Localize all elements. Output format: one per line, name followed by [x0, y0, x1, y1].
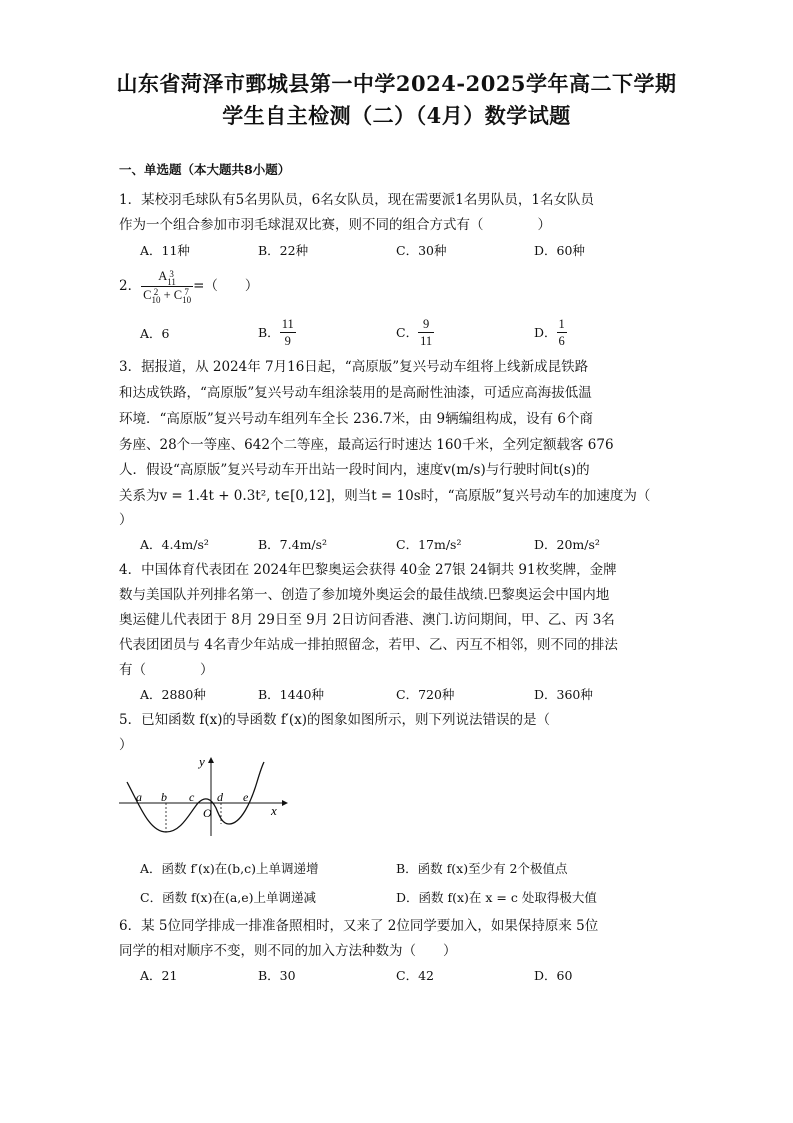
q6-option-a: A．21 — [140, 968, 178, 983]
q4-text-line1: 4．中国体育代表团在 2024年巴黎奥运会获得 40金 27银 24铜共 91枚奖牌，金牌 — [119, 562, 617, 578]
exam-title-line1: 山东省菏泽市鄄城县第一中学2024-2025学年高二下学期 — [116, 71, 677, 96]
q4-option-d: D．360种 — [534, 687, 593, 702]
q5-option-c: C．函数 f(x)在(a,e)上单调递减 — [140, 890, 317, 905]
q4-option-b: B．1440种 — [258, 687, 324, 702]
q4-text-line5: 有（ ） — [119, 662, 214, 678]
q5-option-d: D．函数 f(x)在 x = c 处取得极大值 — [396, 890, 597, 905]
label-b: b — [161, 790, 167, 804]
q2-tail: =（ ） — [193, 278, 259, 294]
q2-number: 2． — [119, 278, 142, 294]
q2-option-b: B． $\frac{11}{9}$ — [258, 317, 294, 348]
q2-fraction — [141, 268, 193, 303]
q2-denominator: C 2 10 + C 7 10 — [143, 286, 192, 305]
section-heading: 一、单选题（本大题共8小题） — [119, 162, 291, 177]
q4-option-a: A．2880种 — [140, 687, 206, 702]
exam-title-line2: 学生自主检测（二）（4月）数学试题 — [222, 103, 571, 128]
label-d: d — [217, 790, 223, 804]
q3-option-b: B．7.4m/s² — [258, 537, 328, 552]
q3-text-line2: 和达成铁路，“高原版”复兴号动车组涂装用的是高耐性油漆，可适应高海拔低温 — [119, 385, 592, 401]
q4-text-line2: 数与美国队并列排名第一、创造了参加境外奥运会的最佳战绩.巴黎奥运会中国内地 — [119, 587, 610, 603]
q6-text-line1: 6．某 5位同学排成一排准备照相时，又来了 2位同学要加入，如果保持原来 5位 — [119, 918, 599, 934]
q3-text-line7: ） — [119, 512, 133, 528]
label-e: e — [243, 790, 249, 804]
q6-option-c: C．42 — [396, 968, 434, 983]
q1-text-line2: 作为一个组合参加市羽毛球混双比赛，则不同的组合方式有（ ） — [119, 217, 551, 233]
q3-text-line3: 环境．“高原版”复兴号动车组列车全长 236.7米，由 9辆编组构成，设有 6个商 — [119, 411, 594, 427]
q3-text-line6: 关系为v = 1.4t + 0.3t², t∈[0,12]，则当t = 10s时，“高原版”复兴号动车的加速度为（ — [119, 488, 651, 504]
label-c: c — [189, 790, 195, 804]
label-origin: O — [203, 806, 212, 820]
q3-text-line1: 3．据报道，从 2024年 7月16日起，“高原版”复兴号动车组将上线新成昆铁路 — [119, 359, 589, 375]
q6-option-b: B．30 — [258, 968, 296, 983]
derivative-graph — [119, 752, 294, 837]
q2-option-c: C． $\frac{9}{11}$ — [396, 317, 433, 348]
q3-option-c: C．17m/s² — [396, 537, 462, 552]
x-label: x — [271, 803, 277, 818]
q6-text-line2: 同学的相对顺序不变，则不同的加入方法种数为（ ） — [119, 943, 457, 959]
q1-option-c: C．30种 — [396, 243, 447, 258]
q1-text-line1: 1．某校羽毛球队有5名男队员，6名女队员，现在需要派1名男队员，1名女队员 — [119, 192, 594, 208]
q1-option-d: D．60种 — [534, 243, 585, 258]
q2-option-d: D． $\frac{1}{6}$ — [534, 317, 565, 348]
q5-option-a: A．函数 f′(x)在(b,c)上单调递增 — [140, 861, 319, 876]
q3-text-line4: 务座、28个一等座、642个二等座，最高运行时速达 160千米，全列定额载客 676 — [119, 437, 614, 453]
y-label: y — [199, 754, 205, 769]
q5-text-line1: 5．已知函数 f(x)的导函数 f′(x)的图象如图所示，则下列说法错误的是（ — [119, 712, 551, 728]
q5-option-b: B．函数 f(x)至少有 2个极值点 — [396, 861, 568, 876]
q3-option-d: D．20m/s² — [534, 537, 600, 552]
q5-text-line2: ） — [119, 737, 133, 753]
q4-option-c: C．720种 — [396, 687, 455, 702]
q1-option-a: A．11种 — [140, 243, 190, 258]
q4-text-line4: 代表团团员与 4名青少年站成一排拍照留念，若甲、乙、丙互不相邻，则不同的排法 — [119, 637, 618, 653]
q1-option-b: B．22种 — [258, 243, 309, 258]
q2-stem — [119, 266, 679, 306]
label-a: a — [136, 790, 142, 804]
q3-option-a: A．4.4m/s² — [140, 537, 209, 552]
q2-option-a: A．6 — [140, 326, 170, 341]
q3-text-line5: 人．假设“高原版”复兴号动车开出站一段时间内，速度v(m/s)与行驶时间t(s)的 — [119, 462, 590, 478]
q4-text-line3: 奥运健儿代表团于 8月 29日至 9月 2日访问香港、澳门.访问期间，甲、乙、丙 3名 — [119, 612, 615, 628]
q2-numerator: A 3 11 — [141, 268, 193, 286]
q6-option-d: D．60 — [534, 968, 573, 983]
